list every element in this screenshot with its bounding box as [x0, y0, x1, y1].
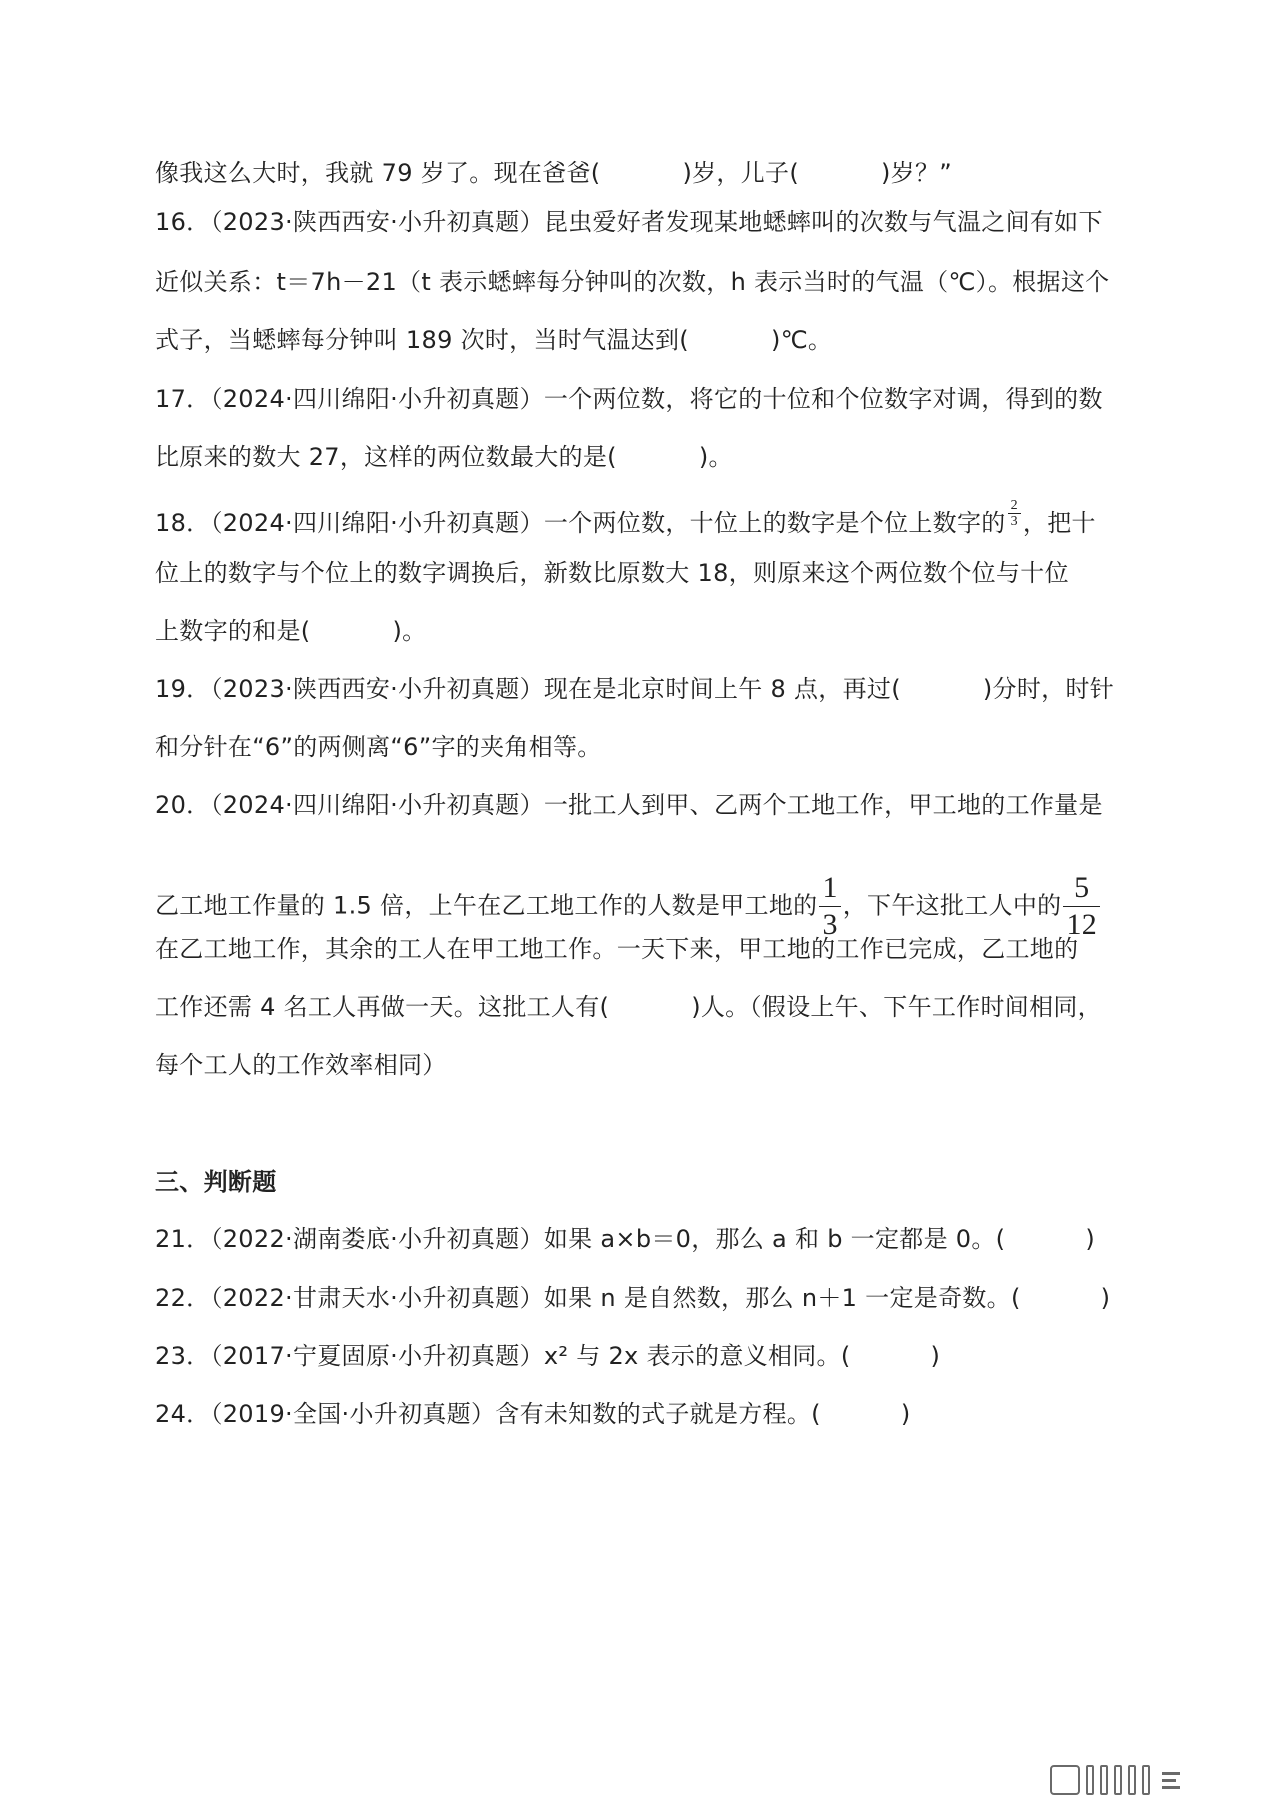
question-16-line-3: 式子，当蟋蟀每分钟叫 189 次时，当时气温达到( )℃。	[155, 326, 833, 354]
question-18-line-1: 18．（2024·四川绵阳·小升初真题）一个两位数，十位上的数字是个位上数字的 $\frac{2}{3}$ ，把十	[155, 498, 1096, 537]
fraction-five-twelfths: $\frac{5}{12}$	[1063, 870, 1100, 943]
question-16-line-1: 16．（2023·陕西西安·小升初真题）昆虫爱好者发现某地蟋蟀叫的次数与气温之间有如下	[155, 208, 1103, 236]
question-20-line-2: 乙工地工作量的 1.5 倍，上午在乙工地工作的人数是甲工地的 $\frac{1}{3}$ ，下午这批工人中的 $\frac{5}{12}$	[155, 870, 1102, 943]
question-20-line-3: 在乙工地工作，其余的工人在甲工地工作。一天下来，甲工地的工作已完成，乙工地的	[155, 935, 1079, 963]
question-19-line-1: 19．（2023·陕西西安·小升初真题）现在是北京时间上午 8 点，再过( )分时，时针	[155, 675, 1115, 703]
question-18-line-2: 位上的数字与个位上的数字调换后，新数比原数大 18，则原来这个两位数个位与十位	[155, 559, 1069, 587]
question-16-line-2: 近似关系：t＝7h－21（t 表示蟋蟀每分钟叫的次数，h 表示当时的气温（℃）。根据这个	[155, 268, 1110, 296]
question-20-line-1: 20．（2024·四川绵阳·小升初真题）一批工人到甲、乙两个工地工作，甲工地的工作量是	[155, 791, 1103, 819]
question-22: 22．（2022·甘肃天水·小升初真题）如果 n 是自然数，那么 n＋1 一定是奇数。( )	[155, 1284, 1111, 1312]
fraction-one-third: $\frac{1}{3}$	[819, 870, 840, 943]
watermark-box-icon	[1050, 1765, 1080, 1795]
section-title-true-false: 三、判断题	[155, 1168, 277, 1196]
question-18-line-3: 上数字的和是( )。	[155, 617, 427, 645]
question-24: 24．（2019·全国·小升初真题）含有未知数的式子就是方程。( )	[155, 1400, 911, 1428]
question-20-line-4: 工作还需 4 名工人再做一天。这批工人有( )人。（假设上午、下午工作时间相同，	[155, 993, 1102, 1021]
question-19-line-2: 和分针在“6”的两侧离“6”字的夹角相等。	[155, 733, 602, 761]
question-15-continuation: 像我这么大时，我就 79 岁了。现在爸爸( )岁，儿子( )岁？”	[155, 159, 952, 187]
question-17-line-2: 比原来的数大 27，这样的两位数最大的是( )。	[155, 443, 733, 471]
watermark-logo	[1050, 1762, 1250, 1798]
question-20-line-5: 每个工人的工作效率相同）	[155, 1051, 447, 1079]
question-21: 21．（2022·湖南娄底·小升初真题）如果 a×b＝0，那么 a 和 b 一定都是 0。( )	[155, 1225, 1096, 1253]
question-17-line-1: 17．（2024·四川绵阳·小升初真题）一个两位数，将它的十位和个位数字对调，得到的数	[155, 385, 1103, 413]
fraction-two-thirds: $\frac{2}{3}$	[1008, 498, 1021, 529]
watermark-lines-icon	[1162, 1772, 1180, 1789]
question-23: 23．（2017·宁夏固原·小升初真题）x² 与 2x 表示的意义相同。( )	[155, 1342, 941, 1370]
